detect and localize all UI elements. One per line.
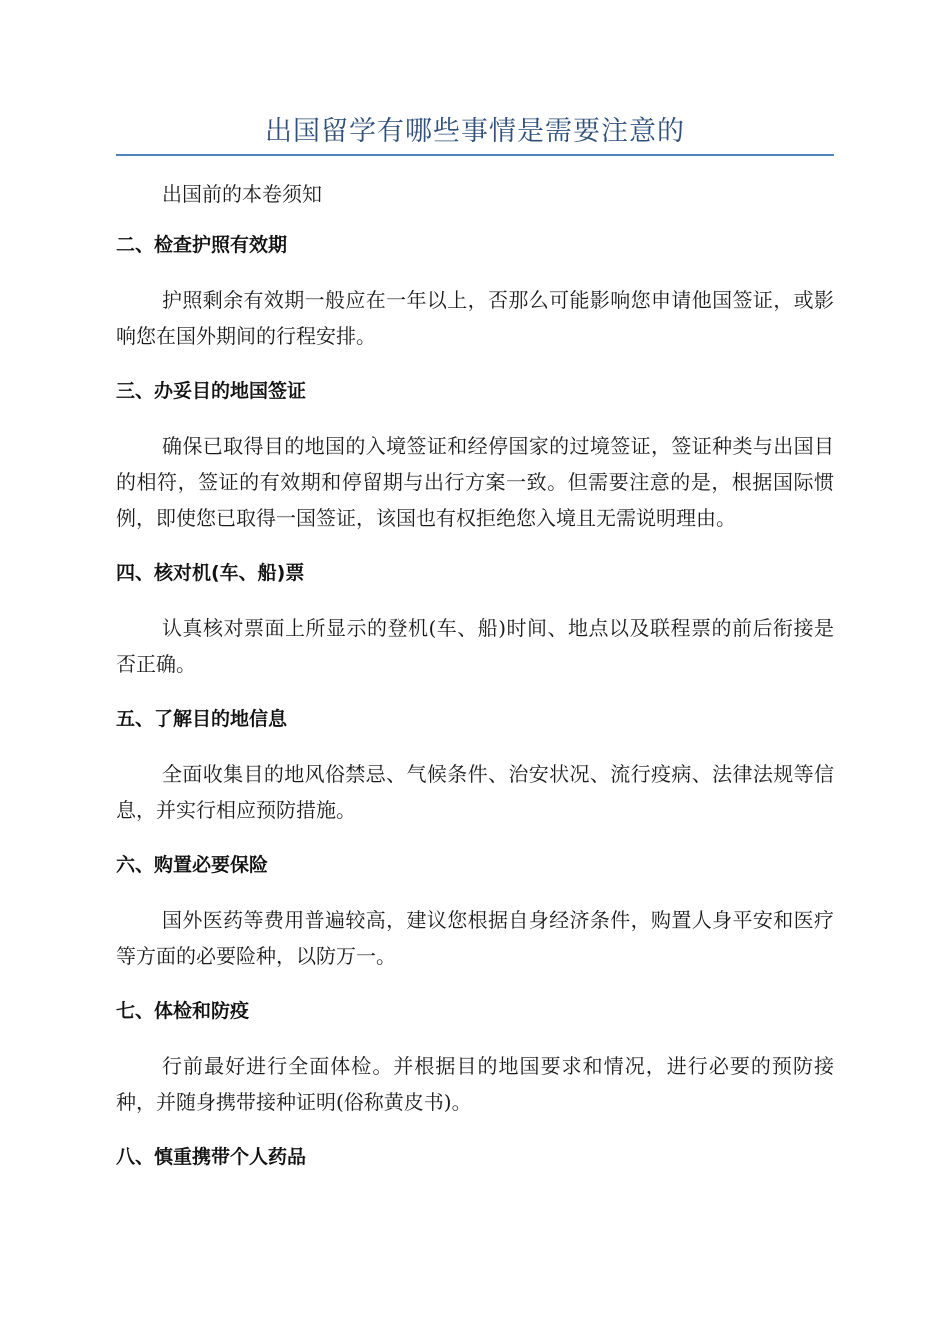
section-body: 全面收集目的地风俗禁忌、气候条件、治安状况、流行疫病、法律法规等信息，并实行相应预防措施。 — [116, 762, 834, 822]
section-passport — [116, 230, 834, 354]
section-body: 国外医药等费用普遍较高，建议您根据自身经济条件，购置人身平安和医疗等方面的必要险种，以防万一。 — [116, 908, 834, 968]
section-heading: 七、体检和防疫 — [116, 1000, 250, 1022]
section-health — [116, 996, 834, 1120]
section-tickets — [116, 558, 834, 682]
section-body: 认真核对票面上所显示的登机(车、船)时间、地点以及联程票的前后衔接是否正确。 — [116, 616, 834, 676]
section-medicine — [116, 1142, 834, 1172]
section-insurance — [116, 850, 834, 974]
section-body: 护照剩余有效期一般应在一年以上，否那么可能影响您申请他国签证，或影响您在国外期间的行程安排。 — [116, 288, 834, 348]
section-destination-info — [116, 704, 834, 828]
section-heading: 四、核对机(车、船)票 — [116, 562, 305, 584]
section-heading: 六、购置必要保险 — [116, 854, 269, 876]
document-page — [116, 0, 834, 1172]
section-body: 确保已取得目的地国的入境签证和经停国家的过境签证，签证种类与出国目的相符，签证的有效期和停留期与出行方案一致。但需要注意的是，根据国际惯例，即使您已取得一国签证，该国也有权拒绝您入境且无需说明理由。 — [116, 434, 834, 530]
section-heading: 二、检查护照有效期 — [116, 234, 288, 256]
section-visa — [116, 376, 834, 536]
title-underline — [116, 154, 834, 156]
section-heading: 八、慎重携带个人药品 — [116, 1146, 307, 1168]
document-title: 出国留学有哪些事情是需要注意的 — [265, 116, 685, 147]
section-body: 行前最好进行全面体检。并根据目的地国要求和情况，进行必要的预防接种，并随身携带接种证明(俗称黄皮书)。 — [116, 1054, 834, 1114]
section-heading: 三、办妥目的地国签证 — [116, 380, 307, 402]
section-heading: 五、了解目的地信息 — [116, 708, 288, 730]
intro-text: 出国前的本卷须知 — [162, 182, 322, 206]
